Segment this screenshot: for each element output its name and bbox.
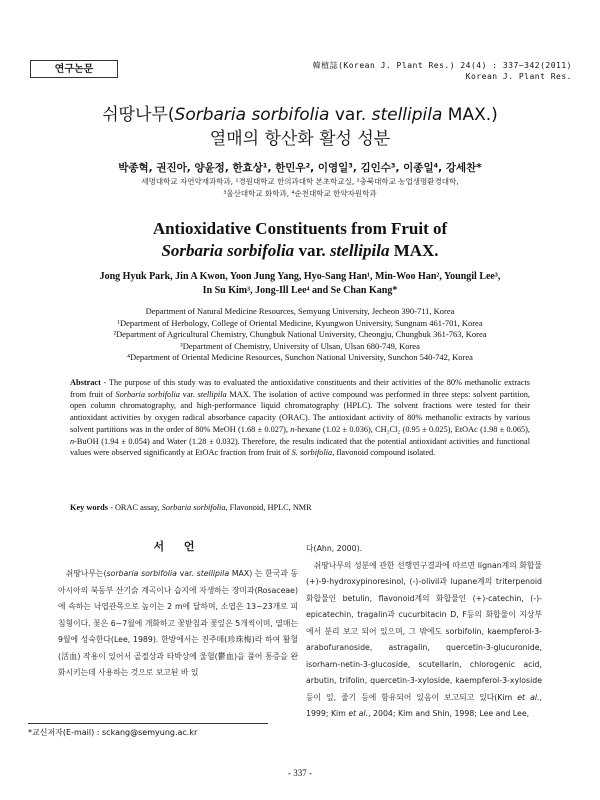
abstract-label: Abstract — [70, 378, 101, 387]
english-title-variety: stellipila — [329, 241, 390, 260]
keywords-text: - ORAC assay, — [108, 503, 162, 512]
abstract-text: MAX. The isolation of active compound was performed in three steps: solvent partition, open column chromatography, and high-performance liquid chromatography (HPLC). The solvent fractions were tested for their antioxidant activities by oxygen radical absorbance capacity (ORAC). The antioxidant activity of 80% methanolic extracts by various solvent partitions was in the order of 80% MeOH (1.68 ± 0.027), — [70, 389, 530, 434]
article-type-badge: 연구논문 — [30, 60, 118, 78]
korean-title-prefix: 쉬땅나무( — [102, 105, 175, 125]
intro-text: 쉬땅나무는( — [65, 569, 107, 578]
affiliation-line: Department of Natural Medicine Resources, Semyung University, Jecheon 390-711, Korea — [145, 306, 455, 316]
journal-line-1: 韓植誌(Korean J. Plant Res.) 24(4) : 337~342(2011) — [312, 61, 572, 70]
abstract-scientific-name: S. sorbifolia — [291, 448, 333, 458]
korean-title-scientific-name: Sorbaria sorbifolia — [174, 105, 330, 125]
page-number: - 337 - — [288, 768, 312, 778]
korean-title-var: var. — [329, 105, 372, 125]
english-title-var: var. — [294, 241, 330, 260]
korean-title-suffix: MAX.) — [442, 105, 498, 125]
affiliation-line: ²Department of Agricultural Chemistry, Chungbuk National University, Cheongju, Chungbuk 361-763, Korea — [113, 329, 487, 339]
abstract-text: -hexane (1.02 ± 0.036), CH₂Cl₂ (0.95 ± 0.025), EtOAc (1.98 ± 0.065), — [294, 424, 530, 434]
affiliation-line: ³Department of Chemistry, University of Ulsan, Ulsan 680-749, Korea — [180, 340, 420, 351]
english-authors — [30, 270, 570, 298]
intro-variety: stellipila — [196, 569, 230, 578]
keywords-text: , Flavonoid, HPLC, NMR — [225, 503, 312, 512]
intro-text: 쉬땅나무의 성분에 관한 선행연구결과에 따르면 lignan계의 화합물(+)-9-hydroxypinoresinol, (-)-olivil과 lupane계의 triterpenoid화합물인 betulin, flavonoid계의 화합물인 (+)-catechin, (-)-epicatechin, tragalin과 cucurbitacin D, F등의 화합물이 지상부에서 분리 보고 되어 있으며, 그 밖에도 sorbifolin, kaempferol-3-arabofuranoside, astragalin, quercetin-3-glucuronide, isorham-netin-3-glucoside, scutellarin, chlorogenic acid, arbutin, trifolin, quercetin-3-xyloside, kaempferol-3-xyloside 등이 잎, 줄기 등에 함유되어 있음이 보고되고 있다(Kim — [306, 560, 542, 702]
abstract-text: -BuOH (1.94 ± 0.054) and Water (1.28 ± 0.032). Therefore, the results indicated that the potential antioxidant activities and functional values were observed significantly at EtOAc fraction from fruit of — [70, 436, 530, 458]
body-column-right — [306, 541, 542, 723]
english-title-suffix: MAX. — [389, 241, 439, 260]
intro-text: , 2004; Kim and Shin, 1998; Lee and Lee, — [368, 709, 530, 718]
intro-text: MAX) 는 한국과 동아시아의 북동부 산기슭 계곡이나 습지에 자생하는 장미과(Rosaceae)에 속하는 낙엽관목으로 높이는 2 m에 달하며, 소엽은 13~23개로 피침형이다. 꽃은 6~7월에 개화하고 꽃받침과 꽃잎은 5개씩이며, 열매는 9월에 성숙한다(Lee, 1989). 한방에서는 진주매(珍珠梅)라 하여 활혈(活血) 작용이 있어서 골절상과 타박상에 울혈(鬱血)을 풀어 통증을 완화시키는데 사용하는 것으로 보고된 바 있 — [58, 569, 298, 677]
english-title-line-2 — [30, 240, 570, 262]
affiliation-line: ¹Department of Herbology, College of Oriental Medicine, Kyungwon University, Sungnam 461-701, Korea — [117, 317, 483, 328]
keywords-label: Key words — [70, 503, 109, 512]
korean-affiliation-line-1: 세명대학교 자연약재과학과, ¹경원대학교 한의과대학 본초학교실, ²충북대학교 농업생명환경대학, — [141, 177, 459, 186]
footnote-divider — [28, 723, 268, 724]
english-authors-line-2: In Su Kim³, Jong-Ill Lee⁴ and Se Chan Kang* — [202, 285, 398, 296]
english-title-scientific-name: Sorbaria sorbifolia — [161, 241, 295, 260]
corresponding-author-footnote: *교신저자(E-mail) : sckang@semyung.ac.kr — [28, 728, 198, 737]
korean-authors: 박종혁, 권진아, 양윤정, 한효상¹, 한민우², 이영일³, 김인수³, 이종일⁴, 강세찬* — [118, 162, 482, 174]
korean-title-line-2: 열매의 항산화 활성 성분 — [209, 129, 391, 149]
abstract-n-prefix: n — [290, 424, 295, 434]
english-title-line-1: Antioxidative Constituents from Fruit of — [152, 219, 448, 238]
abstract-scientific-name: Sorbaria sorbifolia — [115, 389, 180, 399]
body-column-left — [58, 566, 298, 682]
intro-et-al: et al. — [517, 692, 540, 702]
korean-affiliations — [30, 176, 570, 200]
intro-paragraph — [58, 566, 298, 682]
english-authors-line-1: Jong Hyuk Park, Jin A Kwon, Yoon Jung Yang, Hyo-Sang Han¹, Min-Woo Han², Youngil Lee³, — [99, 271, 501, 282]
keywords — [70, 503, 530, 512]
affiliation-line: ⁴Department of Oriental Medicine Resources, Sunchon National University, Sunchon 540-742, Korea — [127, 352, 473, 362]
intro-scientific-name: sorbaria sorbifolia — [106, 569, 177, 578]
english-affiliations — [30, 306, 570, 364]
intro-text: var. — [176, 569, 197, 578]
abstract-text: var. — [179, 389, 198, 399]
intro-paragraph — [306, 558, 542, 723]
korean-title — [30, 103, 570, 151]
abstract-text: , flavonoid compound isolated. — [332, 448, 436, 458]
abstract-text: - The purpose of this study was to evaluated the antioxidative constituents and their activities of the 80% methanolic extracts from fruit of — [70, 378, 530, 399]
korean-title-variety: stellipila — [371, 105, 443, 125]
section-heading-introduction: 서 언 — [153, 540, 203, 553]
intro-continuation: 다(Ahn, 2000). — [306, 544, 363, 553]
korean-affiliation-line-2: ³울산대학교 화학과, ⁴순천대학교 한약자원학과 — [223, 189, 377, 198]
intro-text: , 1999; Kim — [306, 692, 542, 718]
abstract — [70, 377, 530, 459]
keywords-scientific-name: Sorbaria sorbifolia — [161, 503, 226, 512]
intro-et-al: et al. — [348, 709, 369, 718]
journal-line-2: Korean J. Plant Res. — [465, 72, 572, 81]
abstract-variety: stellipila — [197, 389, 227, 399]
journal-citation — [313, 60, 572, 82]
abstract-n-prefix: n — [70, 436, 75, 446]
english-title — [30, 218, 570, 262]
korean-title-line-1 — [30, 103, 570, 127]
